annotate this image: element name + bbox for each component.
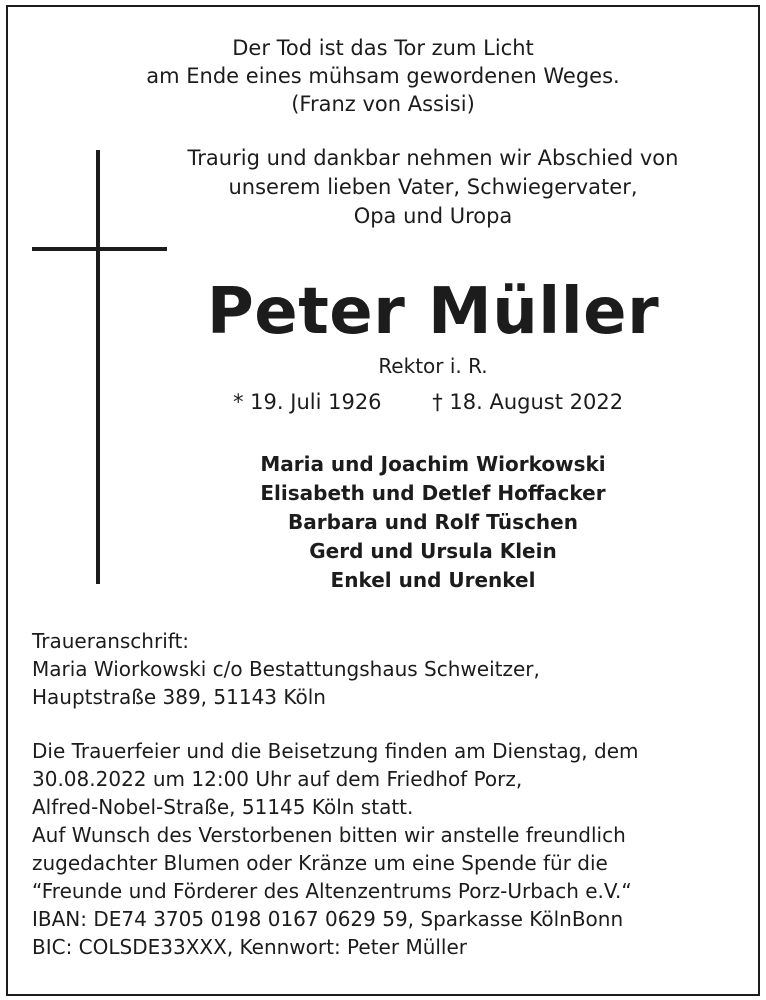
- family-line: Gerd und Ursula Klein: [309, 539, 557, 563]
- quote-author: (Franz von Assisi): [291, 92, 475, 116]
- quote-block: [100, 34, 666, 118]
- donation-line: “Freunde und Förderer des Altenzentrums Porz-Urbach e.V.“: [32, 879, 632, 903]
- intro-line: Traurig und dankbar nehmen wir Abschied von: [187, 146, 679, 170]
- address-line: Maria Wiorkowski c/o Bestattungshaus Schweitzer,: [32, 657, 540, 681]
- birth-date: * 19. Juli 1926: [233, 390, 382, 414]
- mourning-address: [32, 627, 752, 711]
- deceased-name: Peter Müller: [206, 275, 660, 349]
- bic-line: BIC: COLSDE33XXX, Kennwort: Peter Müller: [32, 935, 468, 959]
- service-line: 30.08.2022 um 12:00 Uhr auf dem Friedhof Porz,: [32, 767, 523, 791]
- iban-line: IBAN: DE74 3705 0198 0167 0629 59, Sparkasse KölnBonn: [32, 907, 624, 931]
- address-line: Hauptstraße 389, 51143 Köln: [32, 685, 326, 709]
- quote-line: am Ende eines mühsam gewordenen Weges.: [146, 64, 620, 88]
- intro-block: [100, 144, 766, 231]
- service-line: Die Trauerfeier und die Beisetzung finden am Dienstag, dem: [32, 739, 639, 763]
- intro-line: Opa und Uropa: [353, 204, 513, 228]
- quote-line: Der Tod ist das Tor zum Licht: [232, 36, 534, 60]
- address-heading: Traueranschrift:: [32, 629, 190, 653]
- deceased-title: Rektor i. R.: [378, 354, 488, 378]
- donation-line: Auf Wunsch des Verstorbenen bitten wir anstelle freundlich: [32, 823, 626, 847]
- family-line: Barbara und Rolf Tüschen: [288, 510, 578, 534]
- family-line: Enkel und Urenkel: [330, 568, 536, 592]
- donation-line: zugedachter Blumen oder Kränze um eine Spende für die: [32, 851, 608, 875]
- family-line: Maria und Joachim Wiorkowski: [260, 452, 606, 476]
- family-block: [140, 450, 726, 595]
- family-line: Elisabeth und Detlef Hoffacker: [260, 481, 606, 505]
- service-line: Alfred-Nobel-Straße, 51145 Köln statt.: [32, 795, 414, 819]
- cross-horizontal-bar: [32, 247, 167, 251]
- intro-line: unserem lieben Vater, Schwiegervater,: [228, 175, 638, 199]
- service-info: [32, 737, 752, 961]
- life-dates: [233, 388, 623, 416]
- death-date: † 18. August 2022: [432, 390, 624, 414]
